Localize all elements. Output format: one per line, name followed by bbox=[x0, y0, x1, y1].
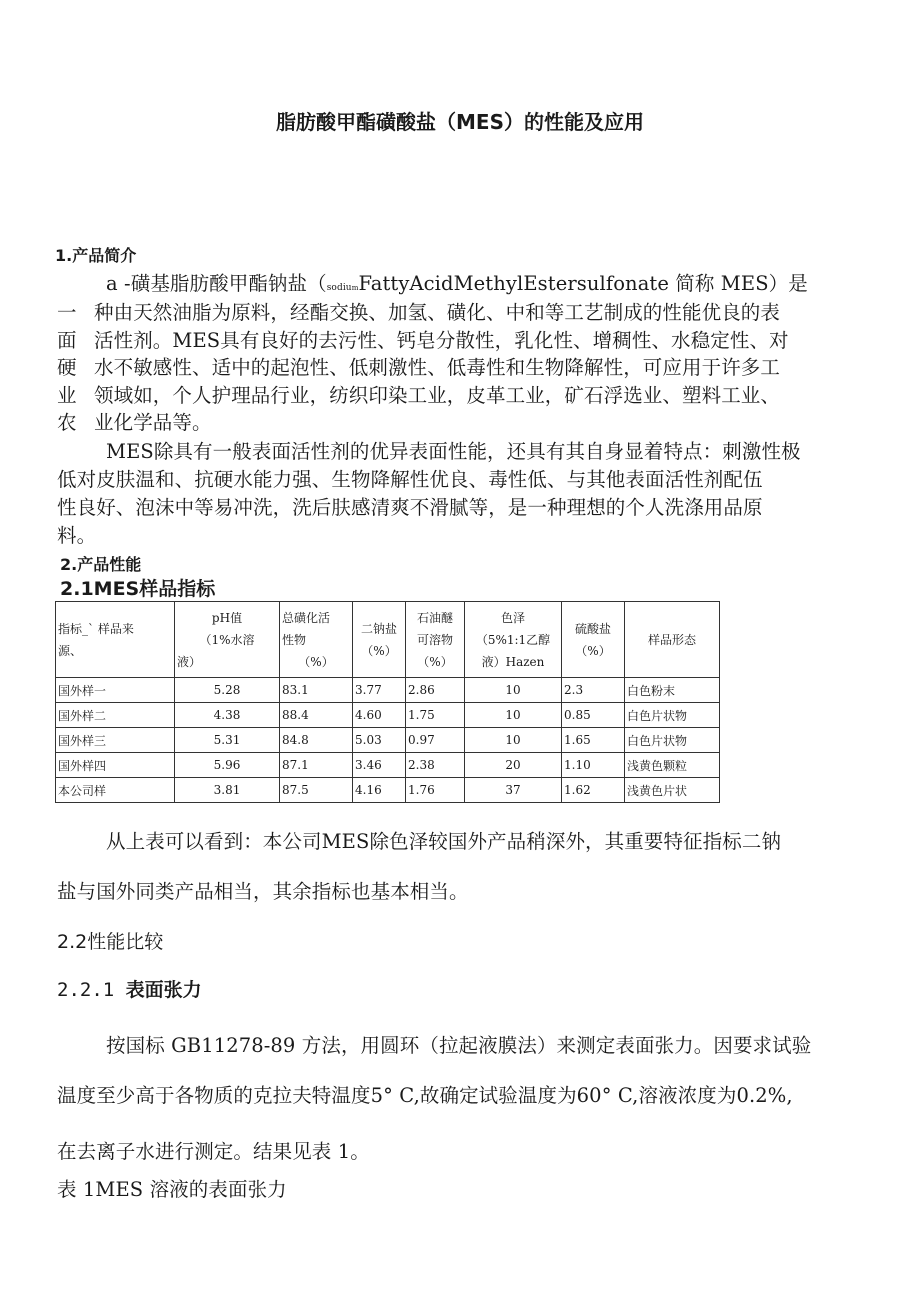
header-line: （%） bbox=[575, 643, 611, 658]
table-cell: 4.60 bbox=[353, 703, 406, 728]
intro-line-5: 领域如，个人护理品行业，纺织印染工业，皮革工业，矿石浮选业、塑料工业、 bbox=[94, 384, 781, 407]
section-1-heading: 1.产品简介 bbox=[55, 246, 137, 265]
table-cell: 2.3 bbox=[562, 678, 625, 703]
table-cell: 1.75 bbox=[406, 703, 465, 728]
table-cell: 2.86 bbox=[406, 678, 465, 703]
intro-line-1-pre: a -磺基脂肪酸甲酯钠盐（ bbox=[106, 272, 327, 295]
table-cell: 1.10 bbox=[562, 753, 625, 778]
feature-line-4: 料。 bbox=[57, 524, 97, 547]
mes-spec-table bbox=[55, 601, 720, 803]
table-cell: 37 bbox=[465, 778, 562, 803]
table-cell: 4.38 bbox=[175, 703, 280, 728]
header-line: （%） bbox=[361, 643, 397, 658]
table-cell: 浅黄色片状 bbox=[625, 778, 720, 803]
header-line: 可溶物 bbox=[416, 632, 453, 647]
table-cell: 5.96 bbox=[175, 753, 280, 778]
table-cell: 白色片状物 bbox=[625, 728, 720, 753]
header-line: 总磺化活 bbox=[282, 610, 331, 625]
table-cell: 白色粉末 bbox=[625, 678, 720, 703]
table-row bbox=[56, 728, 720, 753]
table-cell: 国外样一 bbox=[56, 678, 175, 703]
section-2-1-heading: 2.1MES样品指标 bbox=[60, 578, 216, 600]
table-cell: 5.28 bbox=[175, 678, 280, 703]
table-row bbox=[56, 778, 720, 803]
table-cell: 3.81 bbox=[175, 778, 280, 803]
table-cell: 国外样二 bbox=[56, 703, 175, 728]
header-cell-sample bbox=[56, 602, 175, 678]
header-line: （%） bbox=[417, 654, 453, 669]
feature-line-2: 低对皮肤温和、抗硬水能力强、生物降解性优良、毒性低、与其他表面活性剂配伍 bbox=[57, 468, 763, 491]
section-2-2-1-number: 2.2.1 bbox=[57, 979, 126, 1001]
table-header-row bbox=[56, 602, 720, 678]
header-line: 指标_` 样品来 bbox=[58, 621, 134, 636]
table-cell: 0.85 bbox=[562, 703, 625, 728]
intro-line-5-lead: 业 bbox=[57, 384, 77, 407]
header-cell-disodium bbox=[353, 602, 406, 678]
table-cell: 1.76 bbox=[406, 778, 465, 803]
table-cell: 1.62 bbox=[562, 778, 625, 803]
table-cell: 10 bbox=[465, 703, 562, 728]
page-title: 脂肪酸甲酯磺酸盐（MES）的性能及应用 bbox=[276, 110, 644, 134]
header-line: 色泽 bbox=[500, 610, 525, 625]
header-line: 石油醚 bbox=[416, 610, 453, 625]
table-cell: 10 bbox=[465, 678, 562, 703]
header-line: 源、 bbox=[58, 643, 83, 658]
table-row bbox=[56, 678, 720, 703]
table-cell: 本公司样 bbox=[56, 778, 175, 803]
header-cell-ether bbox=[406, 602, 465, 678]
header-line: （%） bbox=[298, 654, 334, 669]
header-cell-color bbox=[465, 602, 562, 678]
section-2-2-1-heading bbox=[57, 975, 202, 1002]
intro-line-1-sub: sodiu bbox=[326, 283, 352, 293]
table-cell: 国外样四 bbox=[56, 753, 175, 778]
conclusion-line-1: 从上表可以看到：本公司MES除色泽较国外产品稍深外，其重要特征指标二钠 bbox=[106, 830, 782, 853]
method-line-1: 按国标 GB11278-89 方法，用圆环（拉起液膜法）来测定表面张力。因要求试验 bbox=[106, 1034, 812, 1057]
method-line-2: 温度至少高于各物质的克拉夫特温度5° C,故确定试验温度为60° C,溶液浓度为0.2%, bbox=[57, 1084, 793, 1107]
header-line: 液） bbox=[177, 654, 202, 669]
section-2-heading: 2.产品性能 bbox=[60, 555, 142, 574]
intro-line-1-post: FattyAcidMethylEstersulfonate 简称 MES）是 bbox=[358, 272, 808, 295]
intro-line-1-sub2: m bbox=[351, 284, 359, 292]
table-cell: 2.38 bbox=[406, 753, 465, 778]
header-cell-active bbox=[280, 602, 353, 678]
intro-line-1 bbox=[106, 268, 808, 296]
intro-line-3-lead: 面 bbox=[57, 329, 77, 352]
table-cell: 国外样三 bbox=[56, 728, 175, 753]
table-1-caption: 表 1MES 溶液的表面张力 bbox=[57, 1178, 287, 1201]
table-cell: 87.5 bbox=[280, 778, 353, 803]
table-cell: 20 bbox=[465, 753, 562, 778]
table-cell: 83.1 bbox=[280, 678, 353, 703]
table-cell: 88.4 bbox=[280, 703, 353, 728]
intro-line-6: 业化学品等。 bbox=[94, 411, 212, 434]
intro-line-4-lead: 硬 bbox=[57, 356, 77, 379]
header-cell-ph bbox=[175, 602, 280, 678]
header-line: 样品形态 bbox=[647, 632, 696, 647]
table-cell: 84.8 bbox=[280, 728, 353, 753]
header-line: 性物 bbox=[282, 632, 307, 647]
table-cell: 3.77 bbox=[353, 678, 406, 703]
header-line: （1%水溶 bbox=[199, 632, 255, 647]
table-cell: 10 bbox=[465, 728, 562, 753]
table-cell: 白色片状物 bbox=[625, 703, 720, 728]
table-cell: 5.03 bbox=[353, 728, 406, 753]
header-cell-form bbox=[625, 602, 720, 678]
header-line: 硫酸盐 bbox=[574, 621, 611, 636]
intro-line-2: 种由天然油脂为原料，经酯交换、加氢、磺化、中和等工艺制成的性能优良的表 bbox=[94, 301, 781, 324]
intro-line-3: 活性剂。MES具有良好的去污性、钙皂分散性，乳化性、增稠性、水稳定性、对 bbox=[94, 329, 789, 352]
feature-line-1: MES除具有一般表面活性剂的优异表面性能，还具有其自身显着特点：刺激性极 bbox=[106, 440, 801, 463]
intro-line-2-lead: 一 bbox=[57, 301, 77, 324]
method-line-3: 在去离子水进行测定。结果见表 1。 bbox=[57, 1140, 370, 1163]
header-line: 液）Hazen bbox=[481, 654, 545, 669]
table-cell: 4.16 bbox=[353, 778, 406, 803]
table-row bbox=[56, 753, 720, 778]
header-cell-sulfate bbox=[562, 602, 625, 678]
conclusion-line-2: 盐与国外同类产品相当，其余指标也基本相当。 bbox=[57, 880, 469, 903]
table-cell: 浅黄色颗粒 bbox=[625, 753, 720, 778]
table-cell: 1.65 bbox=[562, 728, 625, 753]
table-cell: 3.46 bbox=[353, 753, 406, 778]
intro-line-4: 水不敏感性、适中的起泡性、低刺激性、低毒性和生物降解性，可应用于许多工 bbox=[94, 356, 781, 379]
table-cell: 87.1 bbox=[280, 753, 353, 778]
table-row bbox=[56, 703, 720, 728]
feature-line-3: 性良好、泡沫中等易冲洗，洗后肤感清爽不滑腻等，是一种理想的个人洗涤用品原 bbox=[57, 496, 763, 519]
table-cell: 0.97 bbox=[406, 728, 465, 753]
header-line: 二钠盐 bbox=[360, 621, 397, 636]
section-2-2-1-title: 表面张力 bbox=[125, 979, 202, 1001]
table-cell: 5.31 bbox=[175, 728, 280, 753]
header-line: （5%1:1乙醇 bbox=[475, 632, 551, 647]
section-2-2-heading: 2.2性能比较 bbox=[57, 931, 164, 953]
header-line: pH值 bbox=[211, 610, 243, 625]
intro-line-6-lead: 农 bbox=[57, 411, 77, 434]
